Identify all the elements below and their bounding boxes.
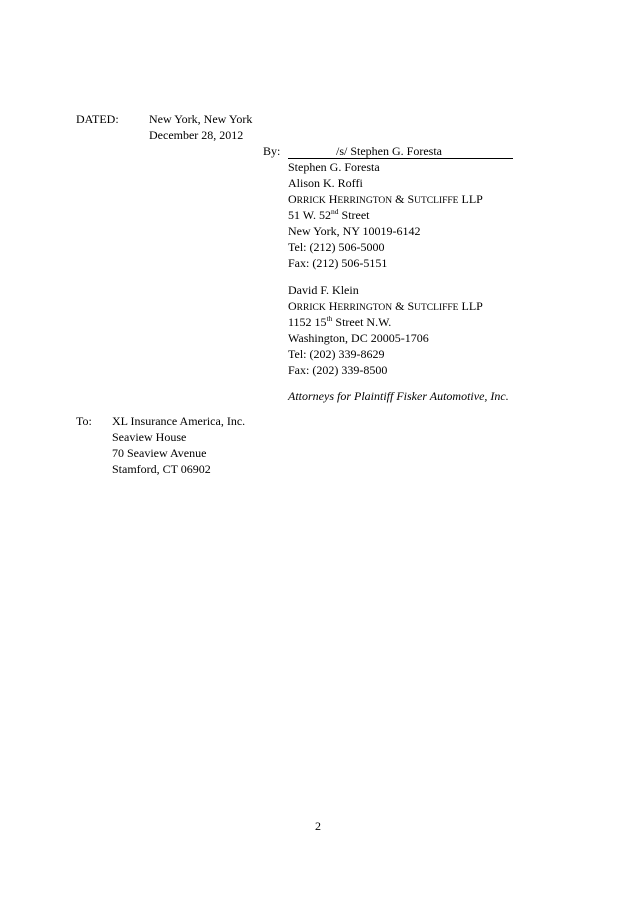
dated-city: New York, New York xyxy=(149,112,253,126)
dated-date: December 28, 2012 xyxy=(149,128,244,142)
firm-name-2: ORRICK HERRINGTON & SUTCLIFFE LLP xyxy=(288,299,483,313)
attorney-name-2: Alison K. Roffi xyxy=(288,176,363,190)
dated-label: DATED: xyxy=(76,112,119,126)
signature-text: /s/ Stephen G. Foresta xyxy=(336,144,442,158)
to-line-3: 70 Seaview Avenue xyxy=(112,446,207,460)
to-line-4: Stamford, CT 06902 xyxy=(112,462,211,476)
firm-fax-1: Fax: (212) 506-5151 xyxy=(288,256,388,270)
firm-tel-2: Tel: (202) 339-8629 xyxy=(288,347,385,361)
firm-name-1: ORRICK HERRINGTON & SUTCLIFFE LLP xyxy=(288,192,483,206)
firm-tel-1: Tel: (212) 506-5000 xyxy=(288,240,385,254)
by-label: By: xyxy=(263,144,281,158)
to-line-2: Seaview House xyxy=(112,430,187,444)
attorney-name-1: Stephen G. Foresta xyxy=(288,160,380,174)
attorneys-for: Attorneys for Plaintiff Fisker Automotive, Inc. xyxy=(288,389,509,403)
firm-street-2: 1152 15th Street N.W. xyxy=(288,314,392,329)
firm-city-2: Washington, DC 20005-1706 xyxy=(288,331,429,345)
page-number: 2 xyxy=(315,819,321,833)
firm-fax-2: Fax: (202) 339-8500 xyxy=(288,363,388,377)
to-line-1: XL Insurance America, Inc. xyxy=(112,414,246,428)
firm-street-1: 51 W. 52nd Street xyxy=(288,207,370,222)
attorney-name-3: David F. Klein xyxy=(288,283,359,297)
to-label: To: xyxy=(76,414,92,428)
firm-city-1: New York, NY 10019-6142 xyxy=(288,224,421,238)
